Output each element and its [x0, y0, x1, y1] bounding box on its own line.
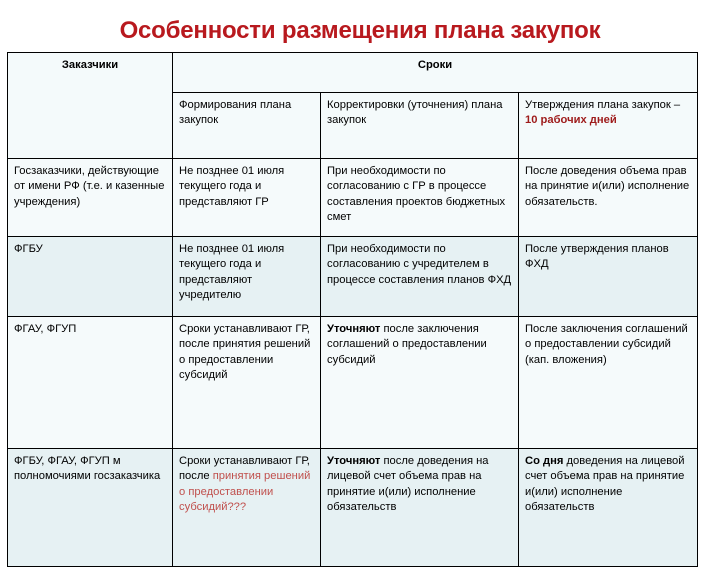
cell-formation-plain: Сроки устанавливают ГР, после — [179, 455, 310, 483]
cell-approval — [519, 449, 698, 567]
table-row — [8, 159, 698, 237]
cell-customer: Госзаказчики, действующие от имени РФ (т.е. и казенные учреждения) — [8, 159, 173, 237]
cell-approval: После утверждения планов ФХД — [519, 237, 698, 317]
cell-correction-emphasis: Уточняют — [327, 455, 381, 467]
cell-formation — [173, 449, 321, 567]
page-title: Особенности размещения плана закупок — [119, 17, 601, 44]
header-cell-formation: Формирования плана закупок — [173, 93, 321, 159]
procurement-plan-table — [7, 52, 698, 567]
header-cell-correction: Корректировки (уточнения) плана закупок — [321, 93, 519, 159]
table-row — [8, 449, 698, 567]
header-cell-terms: Сроки — [173, 53, 698, 93]
cell-correction-rest: после заключения соглашений о предоставлении субсидий — [327, 323, 487, 366]
table-row — [8, 237, 698, 317]
header-cell-approval — [519, 93, 698, 159]
cell-formation-accent: принятия решений о предоставлении субсидий??? — [179, 470, 311, 514]
cell-customer: ФГАУ, ФГУП — [8, 317, 173, 449]
cell-correction: При необходимости по согласованию с учредителем в процессе составления планов ФХД — [321, 237, 519, 317]
cell-correction: При необходимости по согласованию с ГР в процессе составления проектов бюджетных смет — [321, 159, 519, 237]
table-row — [8, 317, 698, 449]
cell-formation: Сроки устанавливают ГР, после принятия решений о предоставлении субсидий — [173, 317, 321, 449]
header-approval-text: Утверждения плана закупок – — [525, 99, 681, 111]
table-container — [7, 52, 697, 567]
header-cell-customers: Заказчики — [8, 53, 173, 159]
cell-correction-emphasis: Уточняют — [327, 323, 381, 335]
cell-approval: После заключения соглашений о предоставлении субсидий (кап. вложения) — [519, 317, 698, 449]
cell-formation: Не позднее 01 июля текущего года и представляют учредителю — [173, 237, 321, 317]
cell-customer: ФГБУ, ФГАУ, ФГУП м полномочиями госзаказчика — [8, 449, 173, 567]
cell-approval-emphasis: Со дня — [525, 455, 564, 467]
cell-correction — [321, 449, 519, 567]
cell-formation: Не позднее 01 июля текущего года и представляют ГР — [173, 159, 321, 237]
cell-customer: ФГБУ — [8, 237, 173, 317]
cell-approval: После доведения объема прав на принятие и(или) исполнение обязательств. — [519, 159, 698, 237]
cell-approval-rest: доведения на лицевой счет объема прав на принятие и(или) исполнение обязательств — [525, 455, 685, 514]
cell-correction — [321, 317, 519, 449]
cell-correction-rest: после доведения на лицевой счет объема прав на принятие и(или) исполнение обязательств — [327, 455, 489, 514]
header-approval-accent: 10 рабочих дней — [525, 114, 617, 127]
table-header-row-top — [8, 53, 698, 93]
